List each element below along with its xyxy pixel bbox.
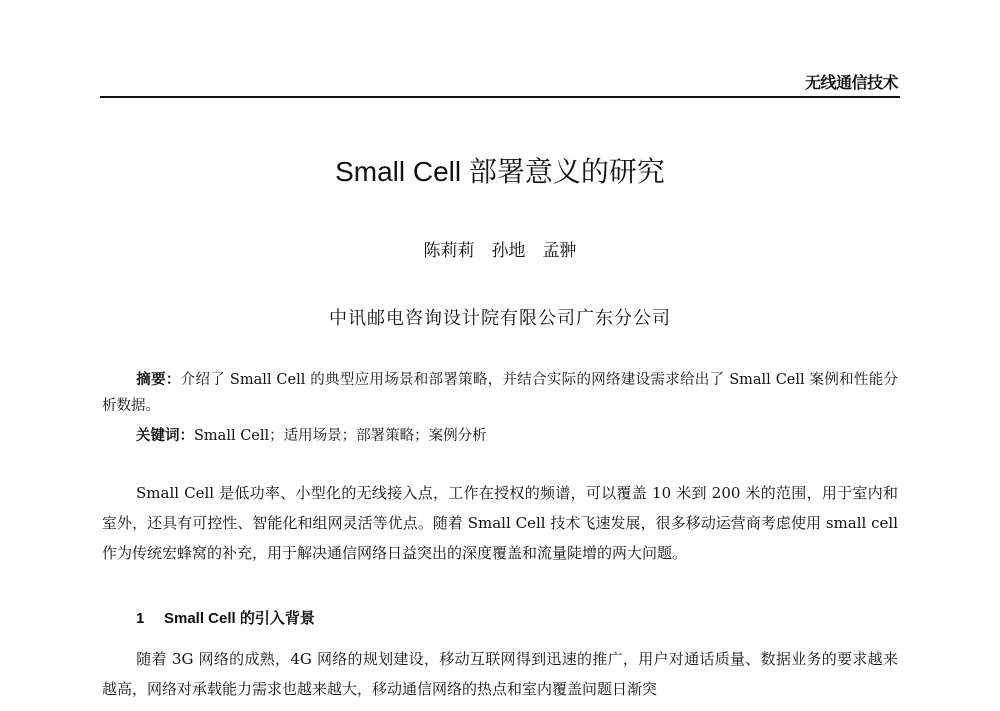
section1-paragraph: [102, 644, 898, 704]
keywords-block: [136, 424, 487, 445]
intro-paragraph: [102, 478, 898, 568]
abstract-block: [102, 367, 898, 419]
section-title: Small Cell 的引入背景: [164, 610, 315, 627]
section-number: 1: [136, 610, 145, 627]
section-heading: [136, 607, 315, 628]
paper-affiliation: 中讯邮电咨询设计院有限公司广东分公司: [329, 308, 671, 329]
journal-section-header: 无线通信技术: [804, 73, 898, 92]
paper-title: Small Cell 部署意义的研究: [335, 156, 665, 187]
keywords-label: 关键词：: [136, 428, 194, 444]
keywords-text: Small Cell；适用场景；部署策略；案例分析: [194, 428, 487, 444]
paper-authors: 陈莉莉 孙地 孟翀: [423, 241, 577, 261]
intro-paragraph-text: Small Cell 是低功率、小型化的无线接入点，工作在授权的频谱，可以覆盖 10 米到 200 米的范围，用于室内和室外，还具有可控性、智能化和组网灵活等优点。随着 Small Cell 技术飞速发展，很多移动运营商考虑使用 small cell 作为传统宏蜂窝的补充，用于解决通信网络日益突出的深度覆盖和流量陡增的两大问题。: [102, 484, 898, 562]
abstract-label: 摘要：: [136, 372, 181, 388]
header-divider: [100, 96, 900, 98]
abstract-text: 介绍了 Small Cell 的典型应用场景和部署策略，并结合实际的网络建设需求给出了 Small Cell 案例和性能分析数据。: [102, 372, 898, 414]
section1-paragraph-text: 随着 3G 网络的成熟，4G 网络的规划建设，移动互联网得到迅速的推广，用户对通话质量、数据业务的要求越来越高，网络对承载能力需求也越来越大，移动通信网络的热点和室内覆盖问题日渐突: [102, 650, 898, 698]
